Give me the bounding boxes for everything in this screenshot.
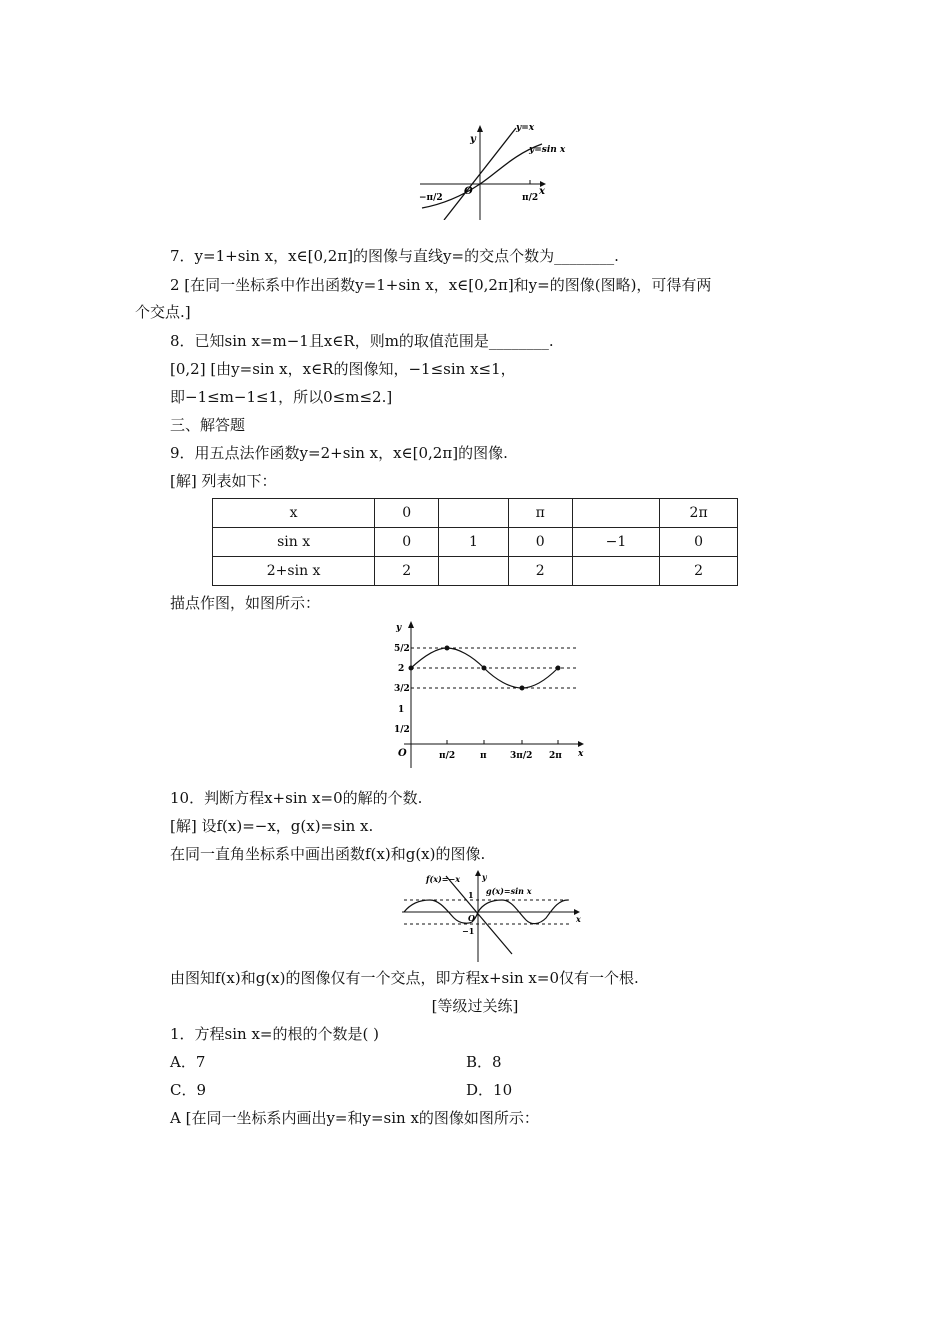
label-x: x: [578, 749, 584, 759]
y-tick-2: 2: [398, 664, 405, 674]
label-o: O: [468, 913, 475, 923]
mc1-option-b: B．8: [466, 1053, 502, 1071]
label-y-eq-x: y=x: [516, 123, 535, 133]
table-cell: 2+sin x: [213, 557, 375, 586]
table-cell: [572, 499, 660, 528]
tick-pi-over-2: π/2: [522, 193, 539, 203]
mc1-option-d: D．10: [466, 1081, 513, 1099]
label-g: g(x)=sin x: [486, 886, 532, 896]
x-tick-pi-over-2: π/2: [439, 751, 456, 761]
level-heading: [等级过关练]: [431, 997, 519, 1015]
label-f: f(x)=−x: [426, 874, 460, 884]
table-row: [213, 557, 738, 586]
key-point: [482, 666, 487, 671]
q7-answer-line1: 2 [在同一坐标系中作出函数y=1+sin x，x∈[0,2π]和y=的图像(图略)，可得有两: [170, 276, 712, 294]
q10-solution-line1: [解] 设f(x)=−x，g(x)=sin x.: [170, 817, 374, 835]
table-cell: 0: [508, 528, 572, 557]
table-cell: 2π: [660, 499, 738, 528]
q8-question: 8．已知sin x=m−1且x∈R，则m的取值范围是________.: [170, 332, 554, 350]
label-y: y: [470, 134, 476, 145]
q9-after-table: 描点作图，如图所示：: [170, 594, 321, 612]
label-o: O: [464, 186, 473, 197]
figure-neg-x-vs-sine: [398, 868, 588, 964]
label-y: y: [396, 623, 402, 633]
table-cell: 2: [375, 557, 439, 586]
y-axis-arrow: [475, 870, 481, 876]
figure-line-vs-sine: [414, 120, 584, 220]
label-neg-one: −1: [462, 926, 475, 936]
table-cell: 2: [660, 557, 738, 586]
y-axis-arrow: [477, 125, 483, 132]
key-point: [520, 686, 525, 691]
table-cell: 0: [660, 528, 738, 557]
table-cell: 1: [439, 528, 509, 557]
key-point: [445, 646, 450, 651]
section-heading: 三、解答题: [170, 416, 246, 434]
table-cell: −1: [572, 528, 660, 557]
y-tick-5-2: 5/2: [394, 644, 410, 654]
table-cell: [572, 557, 660, 586]
label-one: 1: [468, 890, 474, 900]
label-y-sin: y=sin x: [529, 145, 566, 155]
x-tick-2pi: 2π: [549, 751, 562, 761]
y-axis-arrow: [408, 621, 414, 628]
q9-question: 9．用五点法作函数y=2+sin x，x∈[0,2π]的图像.: [170, 444, 508, 462]
tick-neg-pi-over-2: −π/2: [419, 193, 443, 203]
x-axis-arrow: [578, 741, 584, 747]
label-x: x: [576, 914, 581, 924]
mc1-option-a: A．7: [170, 1053, 206, 1071]
table-cell: 0: [375, 528, 439, 557]
table-cell: sin x: [213, 528, 375, 557]
mc1-answer: A [在同一坐标系内画出y=和y=sin x的图像如图所示：: [170, 1109, 539, 1127]
table-cell: 2: [508, 557, 572, 586]
key-point: [409, 666, 414, 671]
y-tick-3-2: 3/2: [394, 684, 410, 694]
q10-question: 10．判断方程x+sin x=0的解的个数.: [170, 789, 423, 807]
q7-question: 7．y=1+sin x，x∈[0,2π]的图像与直线y=的交点个数为________.: [170, 247, 619, 265]
y-tick-1-2: 1/2: [394, 725, 410, 735]
table-cell: π: [508, 499, 572, 528]
mc1-question: 1．方程sin x=的根的个数是( ): [170, 1025, 379, 1043]
table-cell: 0: [375, 499, 439, 528]
figure-two-plus-sine: [394, 618, 594, 778]
q10-conclusion: 由图知f(x)和g(x)的图像仅有一个交点，即方程x+sin x=0仅有一个根.: [170, 969, 639, 987]
table-row: [213, 528, 738, 557]
label-x: x: [539, 186, 545, 197]
label-y: y: [482, 872, 487, 882]
q9-solution-intro: [解] 列表如下：: [170, 472, 277, 490]
table-row: [213, 499, 738, 528]
x-tick-pi: π: [480, 751, 487, 761]
label-o: O: [398, 748, 407, 759]
q8-answer-line1: [0,2] [由y=sin x，x∈R的图像知，−1≤sin x≤1，: [170, 360, 516, 378]
q7-answer-line2: 个交点.]: [135, 303, 191, 321]
y-tick-1: 1: [398, 705, 405, 715]
table-cell: x: [213, 499, 375, 528]
value-table: [212, 498, 738, 586]
key-point: [556, 666, 561, 671]
mc1-option-c: C．9: [170, 1081, 207, 1099]
q8-answer-line2: 即−1≤m−1≤1，所以0≤m≤2.]: [170, 388, 393, 406]
table-cell: [439, 557, 509, 586]
table-cell: [439, 499, 509, 528]
q10-solution-line2: 在同一直角坐标系中画出函数f(x)和g(x)的图像.: [170, 845, 486, 863]
x-tick-3pi-over-2: 3π/2: [510, 751, 533, 761]
